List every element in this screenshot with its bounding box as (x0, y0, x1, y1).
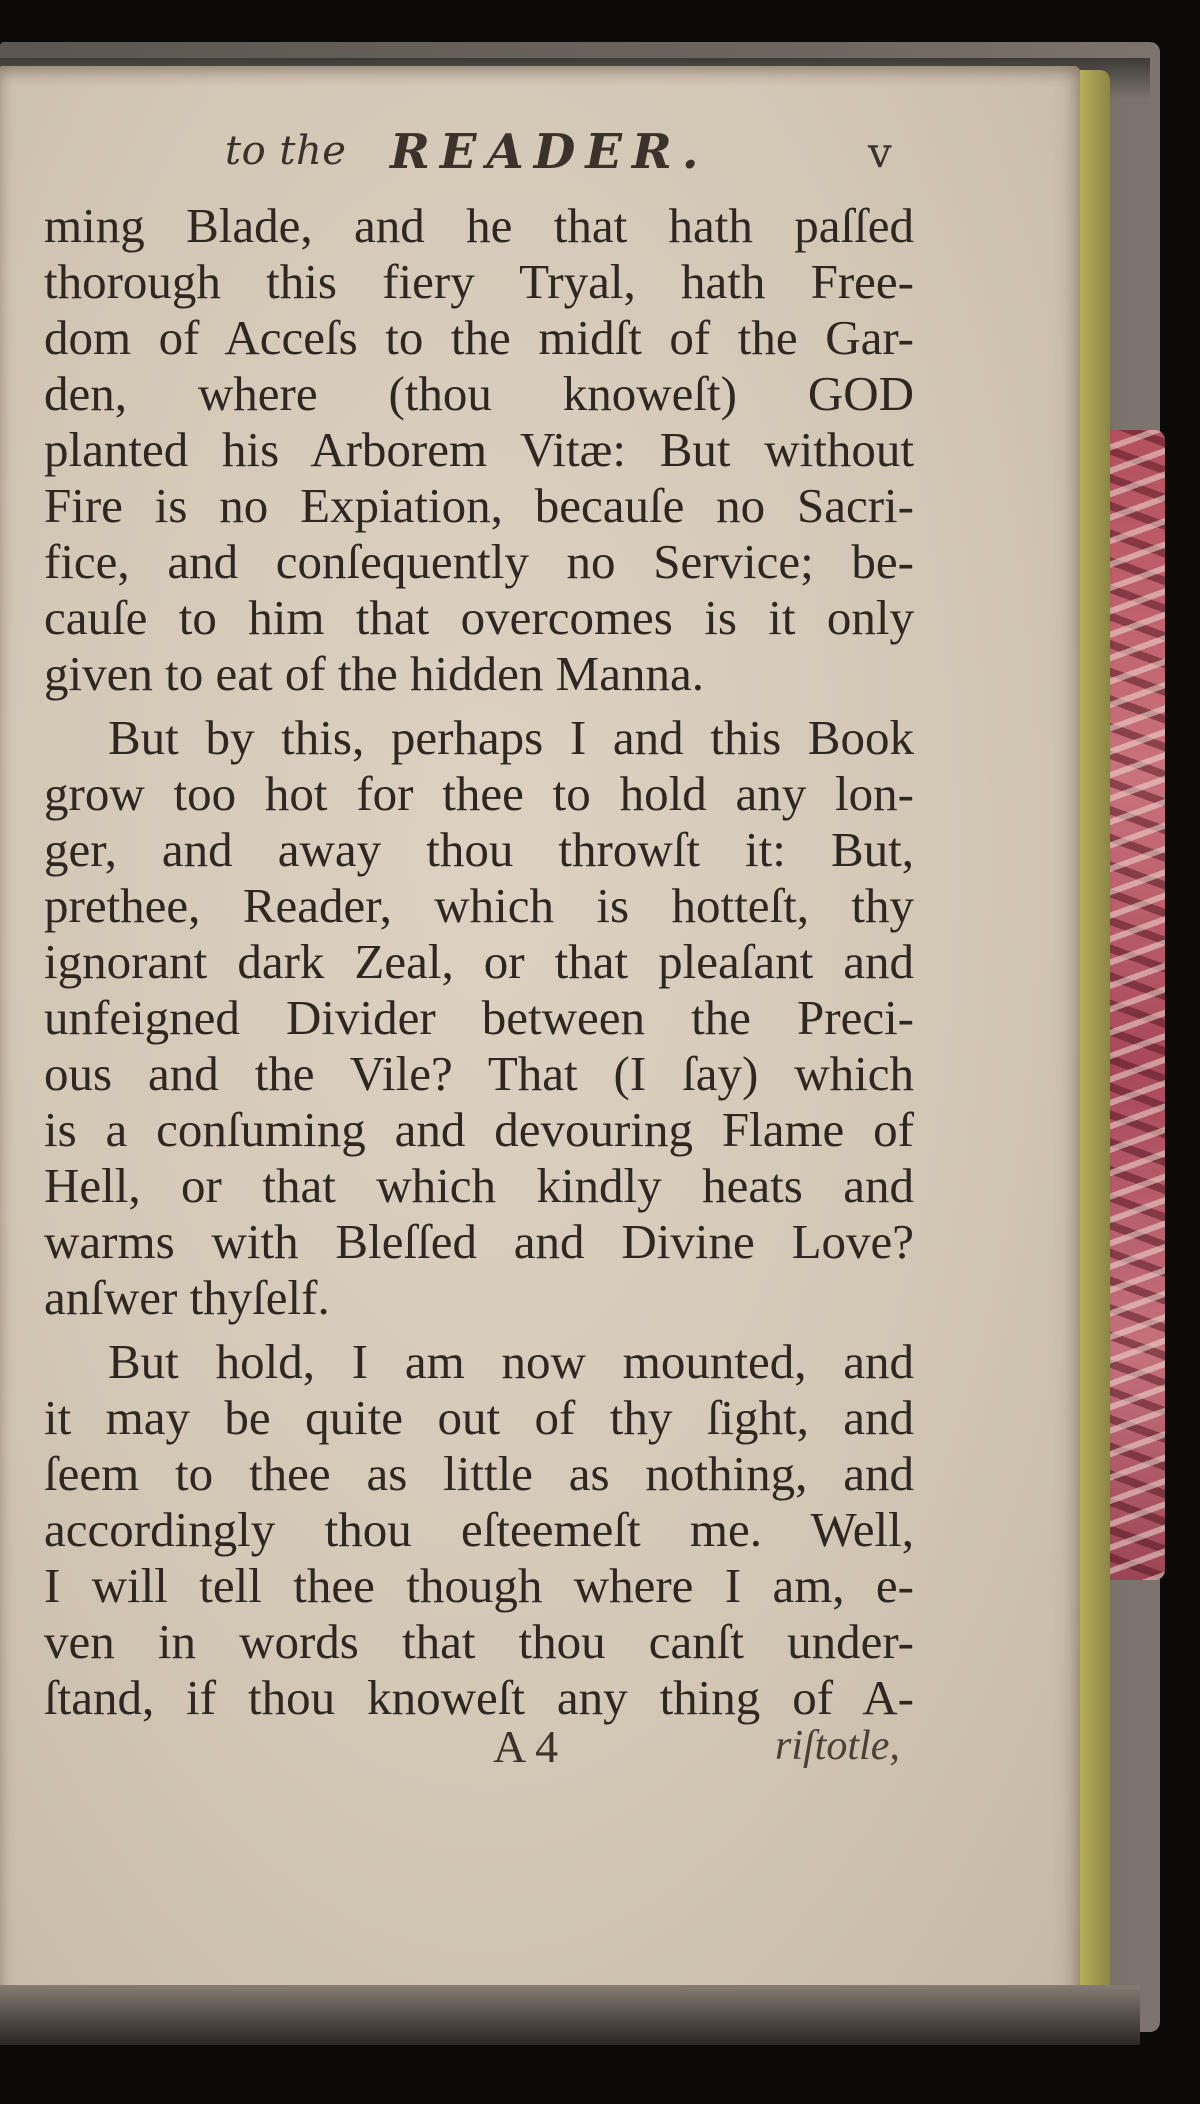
text-line: warms with Bleſſed and Divine Love? (44, 1214, 914, 1269)
text-line: cauſe to him that overcomes is it only (44, 590, 914, 645)
text-line: thorough this fiery Tryal, hath Free- (44, 254, 914, 309)
text-line: ger, and away thou throwſt it: But, (44, 822, 914, 877)
text-line: accordingly thou eſteemeſt me. Well, (44, 1502, 914, 1557)
signature-mark: A 4 (493, 1721, 559, 1772)
running-head-prefix: to the (225, 128, 347, 174)
paragraph-gap (44, 702, 914, 710)
text-line: grow too hot for thee to hold any lon- (44, 766, 914, 821)
text-line: Hell, or that which kindly heats and (44, 1158, 914, 1213)
text-line: unfeigned Divider between the Preci- (44, 990, 914, 1045)
page-number: v (868, 128, 892, 177)
catchword: riſtotle, (775, 1723, 900, 1769)
text-line: ignorant dark Zeal, or that pleaſant and (44, 934, 914, 989)
text-line: ven in words that thou canſt under- (44, 1614, 914, 1669)
text-line: ſtand, if thou knoweſt any thing of A- (44, 1670, 914, 1725)
text-line: fice, and conſequently no Service; be- (44, 534, 914, 589)
text-line: den, where (thou knoweſt) GOD (44, 366, 914, 421)
bottom-edge (0, 1985, 1140, 2045)
text-line: But by this, perhaps I and this Book (108, 710, 914, 765)
text-line: But hold, I am now mounted, and (108, 1334, 914, 1389)
text-line: prethee, Reader, which is hotteſt, thy (44, 878, 914, 933)
text-line: given to eat of the hidden Manna. (44, 646, 704, 701)
text-line: planted his Arborem Vitæ: But without (44, 422, 914, 477)
text-line: I will tell thee though where I am, e- (44, 1558, 914, 1613)
text-line: Fire is no Expiation, becauſe no Sacri- (44, 478, 914, 533)
text-line: ſeem to thee as little as nothing, and (44, 1446, 914, 1501)
text-line: ous and the Vile? That (I ſay) which (44, 1046, 914, 1101)
text-line: anſwer thyſelf. (44, 1270, 330, 1325)
text-line: ming Blade, and he that hath paſſed (44, 198, 914, 253)
text-line: is a conſuming and devouring Flame of (44, 1102, 914, 1157)
text-line: it may be quite out of thy ſight, and (44, 1390, 914, 1445)
paragraph-gap (44, 1326, 914, 1334)
text-line: dom of Acceſs to the midſt of the Gar- (44, 310, 914, 365)
body-text (44, 198, 914, 1726)
running-head-title: READER. (390, 124, 709, 180)
